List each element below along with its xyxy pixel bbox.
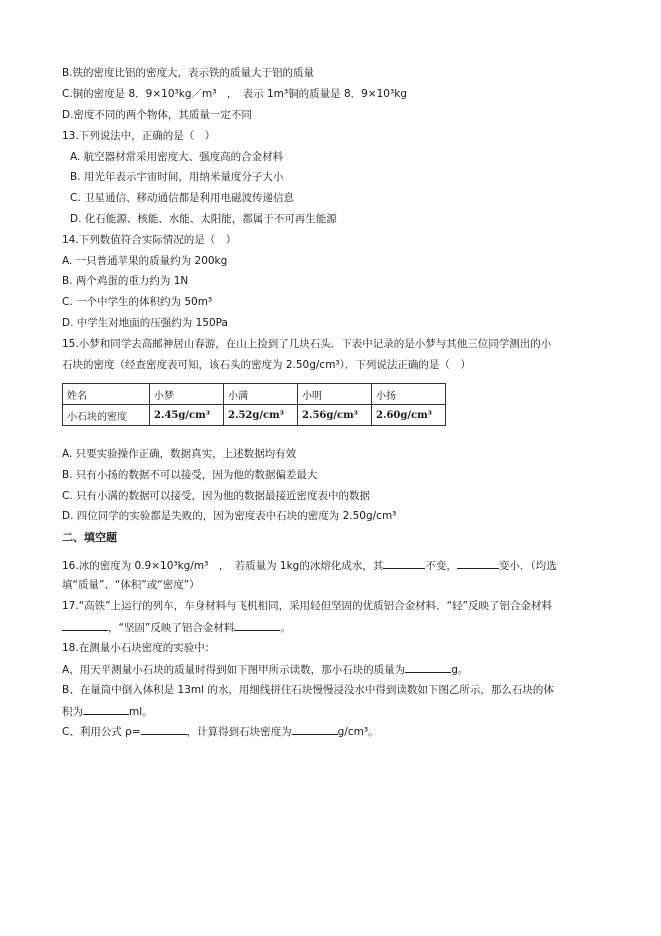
q15-option-d: D. 四位同学的实验都是失败的，因为密度表中石块的密度为 2.50g/cm³ <box>62 510 397 522</box>
answer-blank[interactable] <box>62 620 108 631</box>
q12-option-d: D.密度不同的两个物体，其质量一定不同 <box>62 109 252 121</box>
q18c-text-part2: ，计算得到石块密度为 <box>186 726 292 738</box>
q18-part-b-line1: B、在量筒中倒入体积是 13ml 的水，用细线拼住石块慢慢浸没水中得到读数如下图乙所示，那么石块的体 <box>62 684 554 696</box>
density-table <box>62 383 446 426</box>
table-row-label: 小石块的密度 <box>63 405 150 426</box>
table-header-row <box>63 384 446 405</box>
table-header-cell: 姓名 <box>63 384 150 405</box>
q16-text-part1: 16.冰的密度为 0.9×10³kg/m³ ， 若质量为 1kg的冰熔化成水，其 <box>62 560 384 572</box>
q16-text-part2: 不变， <box>425 560 457 572</box>
q12-option-c: C.铜的密度是 8．9×10³kg／m³ ， 表示 1m³铜的质量是 8．9×10³kg <box>62 88 407 100</box>
q18-stem: 18.在测量小石块密度的实验中： <box>62 642 216 654</box>
q13-option-d: D. 化石能源、核能、水能、太阳能，都属于不可再生能源 <box>70 213 337 225</box>
table-cell: 2.60g/cm³ <box>372 405 446 426</box>
answer-blank[interactable] <box>383 558 425 569</box>
q17-line1: 17.“高铁”上运行的列车，车身材料与飞机相同，采用轻但坚固的优质铝合金材料．“轻”反映了铝合金材料 <box>62 600 552 612</box>
q18-part-a <box>62 662 468 677</box>
q18a-text-part2: g。 <box>451 664 469 676</box>
table-cell: 2.52g/cm³ <box>224 405 298 426</box>
answer-blank[interactable] <box>457 558 499 569</box>
q14-option-b: B. 两个鸡蛋的重力约为 1N <box>62 275 189 287</box>
q13-option-a: A. 航空器材常采用密度大、强度高的合金材料 <box>70 151 284 163</box>
q13-stem: 13.下列说法中，正确的是（ ） <box>62 130 216 142</box>
q18b-text-part1: 积为 <box>62 706 83 718</box>
q17-line2 <box>62 620 291 635</box>
q16-line2: 填“质量”、“体积”或“密度”） <box>62 579 200 591</box>
q15-option-a: A. 只要实验操作正确，数据真实，上述数据均有效 <box>62 448 297 460</box>
answer-blank[interactable] <box>405 662 451 673</box>
q13-option-b: B. 用光年表示宇宙时间，用纳米量度分子大小 <box>70 171 284 183</box>
q15-stem-line1: 15.小梦和同学去高邮神居山春游，在山上捡到了几块石头．下表中记录的是小梦与其他三位同学测出的小 <box>62 338 552 350</box>
table-row <box>63 405 446 426</box>
table-header-cell: 小梦 <box>150 384 224 405</box>
q18c-text-part1: C、利用公式 ρ= <box>62 726 141 738</box>
q17-text-part2: 。 <box>280 622 291 634</box>
table-header-cell: 小扬 <box>372 384 446 405</box>
section-title-fill-blank: 二、填空题 <box>62 531 117 544</box>
table-header-cell: 小明 <box>298 384 372 405</box>
q13-option-c: C. 卫星通信、移动通信都是利用电磁波传递信息 <box>70 192 295 204</box>
q14-stem: 14.下列数值符合实际情况的是（ ） <box>62 234 237 246</box>
answer-blank[interactable] <box>292 724 338 735</box>
q18b-text-part2: ml。 <box>129 706 153 718</box>
q16-line1 <box>62 558 557 573</box>
q12-option-b: B.铁的密度比铝的密度大，表示铁的质量大于铝的质量 <box>62 67 315 79</box>
q18-part-b-line2 <box>62 704 153 719</box>
q16-text-part3: 变小．（均选 <box>498 560 557 572</box>
q15-option-b: B. 只有小扬的数据不可以接受，因为他的数据偏差最大 <box>62 469 318 481</box>
answer-blank[interactable] <box>141 724 187 735</box>
q15-option-c: C. 只有小满的数据可以接受，因为他的数据最接近密度表中的数据 <box>62 490 371 502</box>
answer-blank[interactable] <box>83 704 129 715</box>
q14-option-a: A. 一只普通苹果的质量约为 200kg <box>62 255 228 267</box>
q14-option-d: D. 中学生对地面的压强约为 150Pa <box>62 317 228 329</box>
q18-part-c <box>62 724 379 739</box>
table-cell: 2.56g/cm³ <box>298 405 372 426</box>
q15-stem-line2: 石块的密度（经查密度表可知，该石头的密度为 2.50g/cm³）．下列说法正确的是（ ） <box>62 359 471 371</box>
q18c-text-part3: g/cm³。 <box>337 726 379 738</box>
table-header-cell: 小满 <box>224 384 298 405</box>
q17-text-part1: ，“坚固”反映了铝合金材料 <box>108 622 235 634</box>
answer-blank[interactable] <box>234 620 280 631</box>
table-cell: 2.45g/cm³ <box>150 405 224 426</box>
q14-option-c: C. 一个中学生的体积约为 50m³ <box>62 296 213 308</box>
q18a-text-part1: A、用天平测量小石块的质量时得到如下图甲所示读数，那小石块的质量为 <box>62 664 406 676</box>
